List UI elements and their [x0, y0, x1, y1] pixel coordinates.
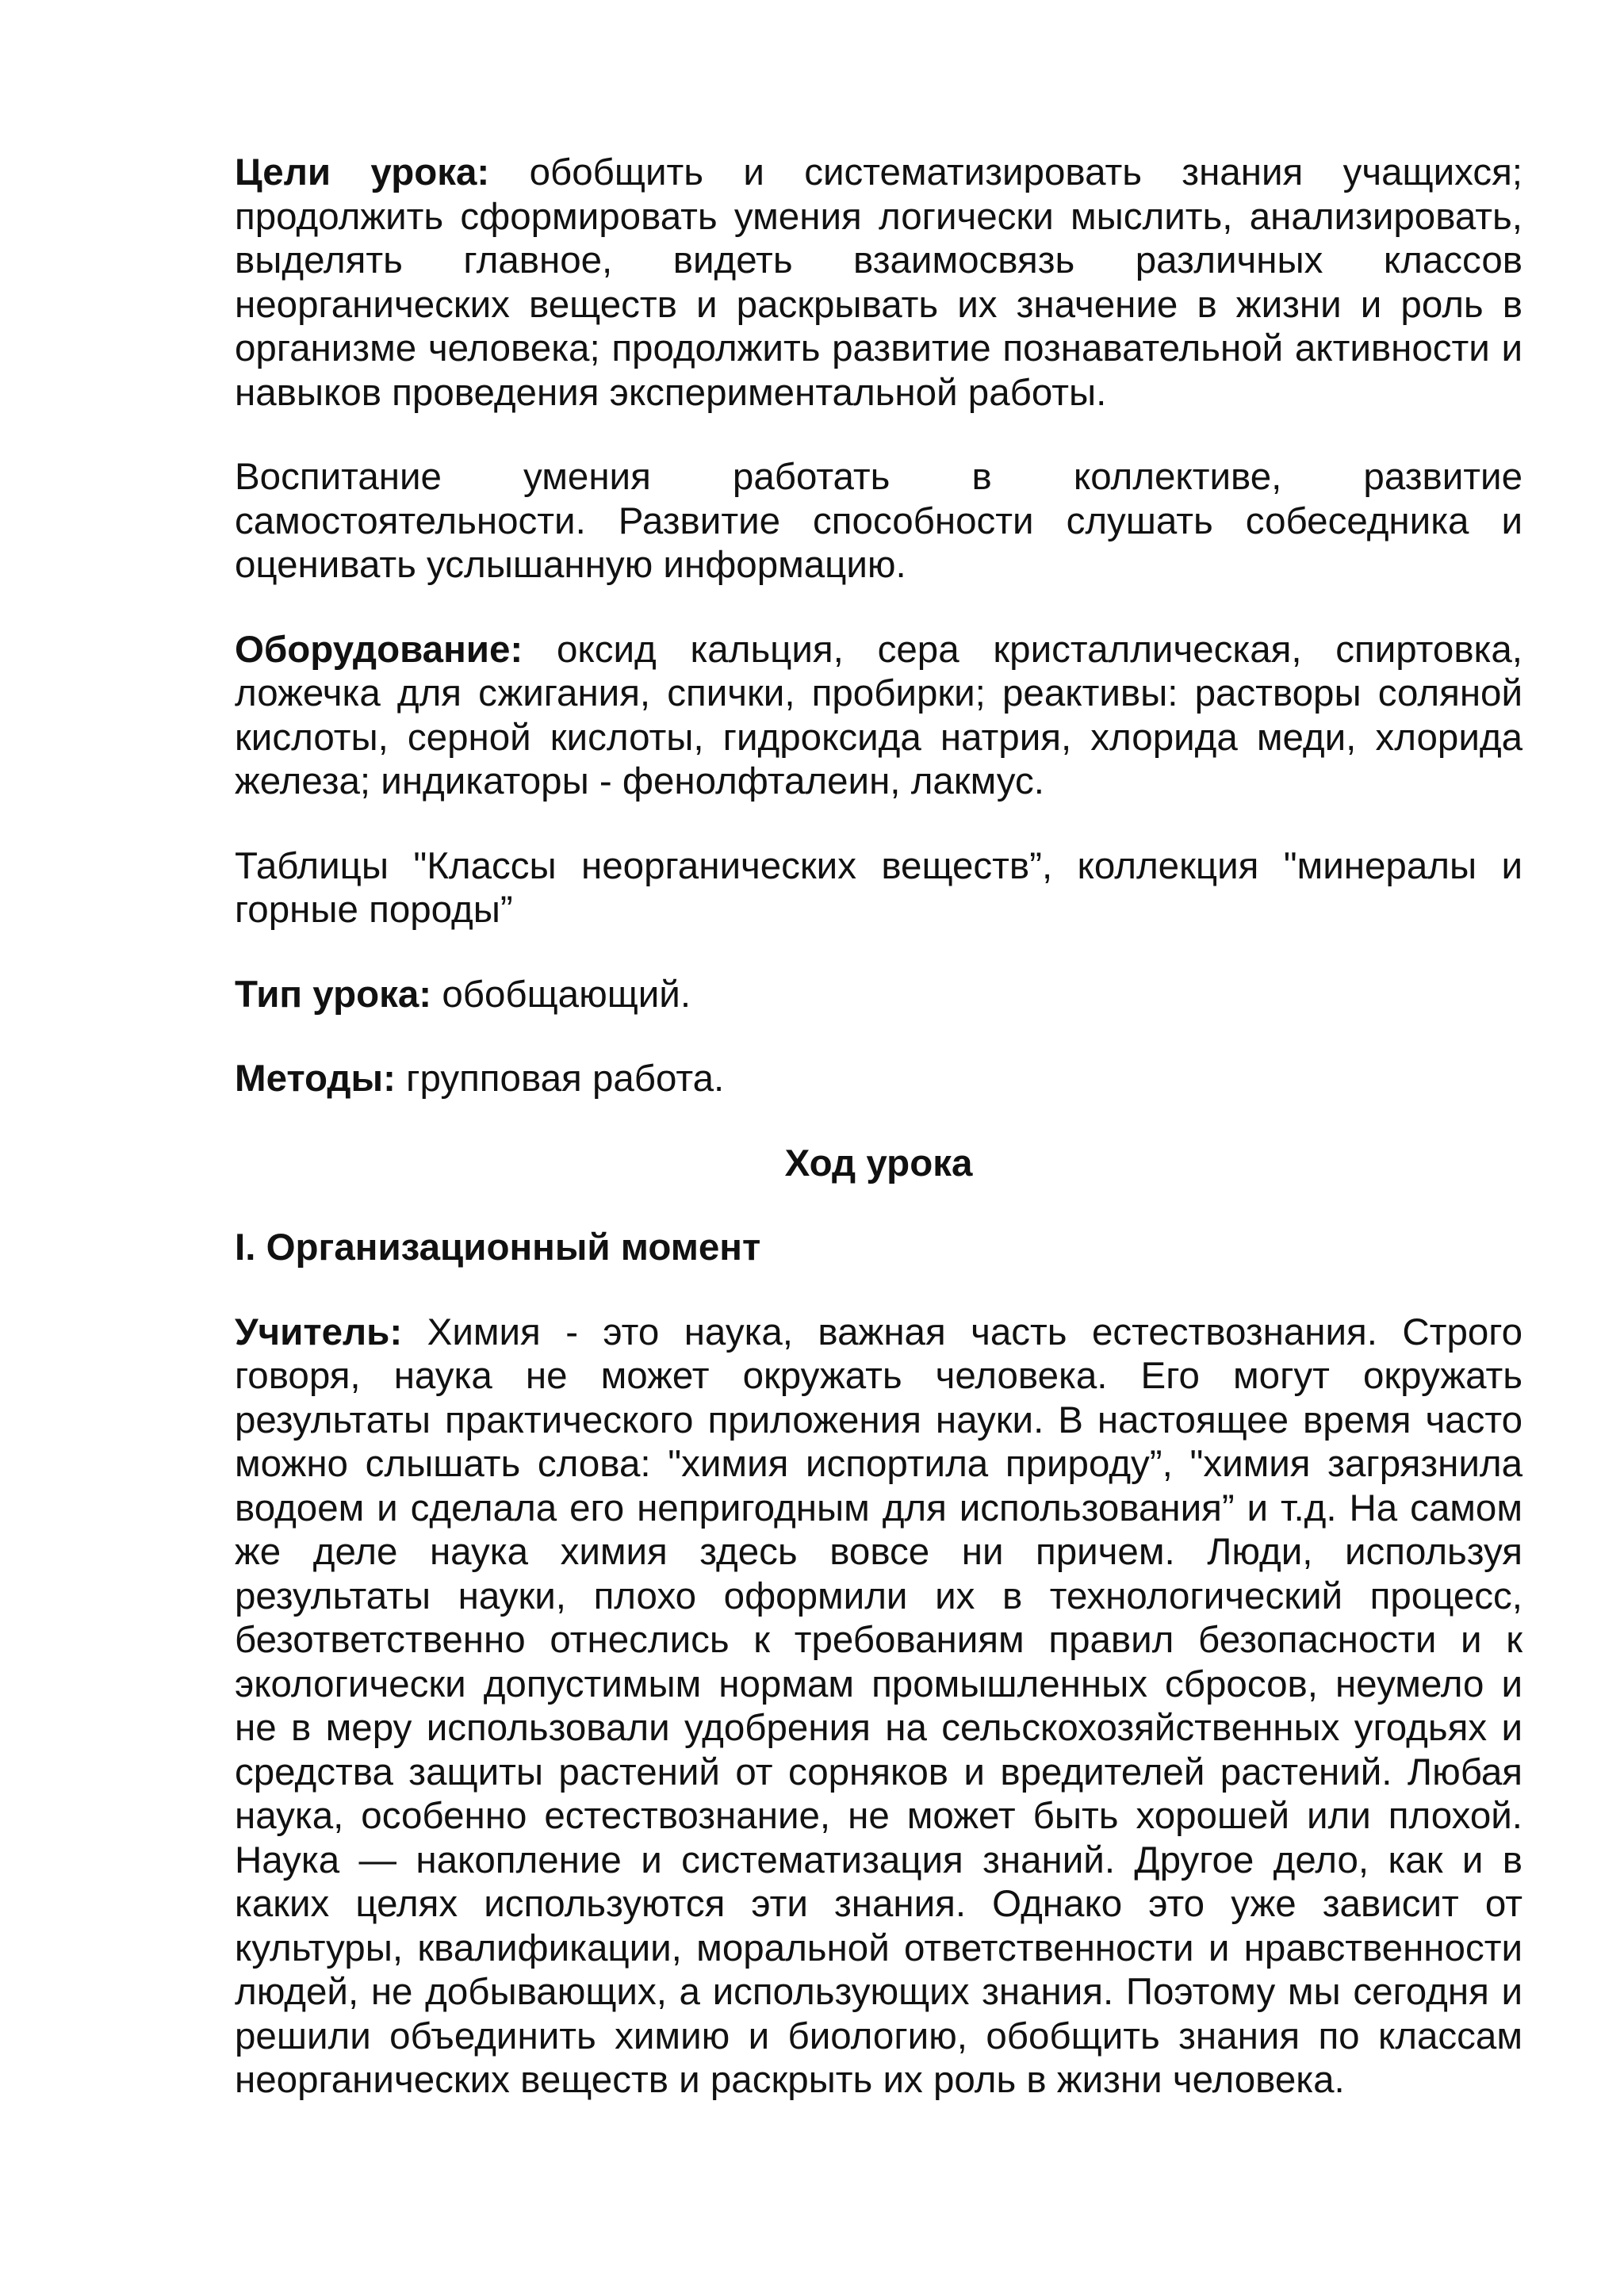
lesson-goals-paragraph	[235, 151, 1522, 415]
teacher-label: Учитель:	[235, 1311, 403, 1353]
teacher-paragraph	[235, 1311, 1522, 2103]
lesson-goals-label: Цели урока:	[235, 151, 490, 193]
equipment-label: Оборудование:	[235, 628, 523, 671]
equipment-text: оксид кальция, сера кристаллическая, спиртовка, ложечка для сжигания, спички, пробирки; реактивы: растворы соляной кислоты, серной кислоты, гидроксида натрия, хлорида меди, хлорида железа; индикаторы - фенолфталеин, лакмус.	[235, 628, 1522, 802]
section-1-heading: I. Организационный момент	[235, 1226, 761, 1269]
tables-paragraph	[235, 844, 1522, 932]
document-page	[235, 151, 1522, 2143]
upbringing-text: Воспитание умения работать в коллективе, развитие самостоятельности. Развитие способности слушать собеседника и оценивать услышанную информацию.	[235, 456, 1522, 586]
equipment-paragraph	[235, 628, 1522, 804]
lesson-flow-heading: Ход урока	[784, 1142, 973, 1184]
lesson-goals-text: обобщить и систематизировать знания учащихся; продолжить сформировать умения логически мыслить, анализировать, выделять главное, видеть взаимосвязь различных классов неорганических веществ и раскрывать их значение в жизни и роль в организме человека; продолжить развитие познавательной активности и навыков проведения экспериментальной работы.	[235, 151, 1522, 414]
methods-text: групповая работа.	[395, 1058, 725, 1100]
methods-label: Методы:	[235, 1058, 396, 1100]
upbringing-paragraph	[235, 455, 1522, 587]
lesson-type-paragraph	[235, 973, 1522, 1017]
lesson-type-text: обобщающий.	[431, 973, 691, 1016]
lesson-type-label: Тип урока:	[235, 973, 432, 1016]
methods-paragraph	[235, 1057, 1522, 1101]
tables-text: Таблицы "Классы неорганических веществ”, коллекция "минералы и горные породы”	[235, 844, 1522, 931]
teacher-text: Химия - это наука, важная часть естествознания. Строго говоря, наука не может окружать человека. Его могут окружать результаты практического приложения науки. В настоящее время часто можно слышать слова: "химия испортила природу”, "химия загрязнила водоем и сделала его непригодным для использования” и т.д. На самом же деле наука химия здесь вовсе ни причем. Люди, используя результаты науки, плохо оформили их в технологический процесс, безответственно отнеслись к требованиям правил безопасности и к экологически допустимым нормам промышленных сбросов, неумело и не в меру использовали удобрения на сельскохозяйственных угодьях и средства защиты растений от сорняков и вредителей растений. Любая наука, особенно естествознание, не может быть хорошей или плохой. Наука — накопление и систематизация знаний. Другое дело, как и в каких целях используются эти знания. Однако это уже зависит от культуры, квалификации, моральной ответственности и нравственности людей, не добывающих, а использующих знания. Поэтому мы сегодня и решили объединить химию и биологию, обобщить знания по классам неорганических веществ и раскрыть их роль в жизни человека.	[235, 1311, 1522, 2101]
